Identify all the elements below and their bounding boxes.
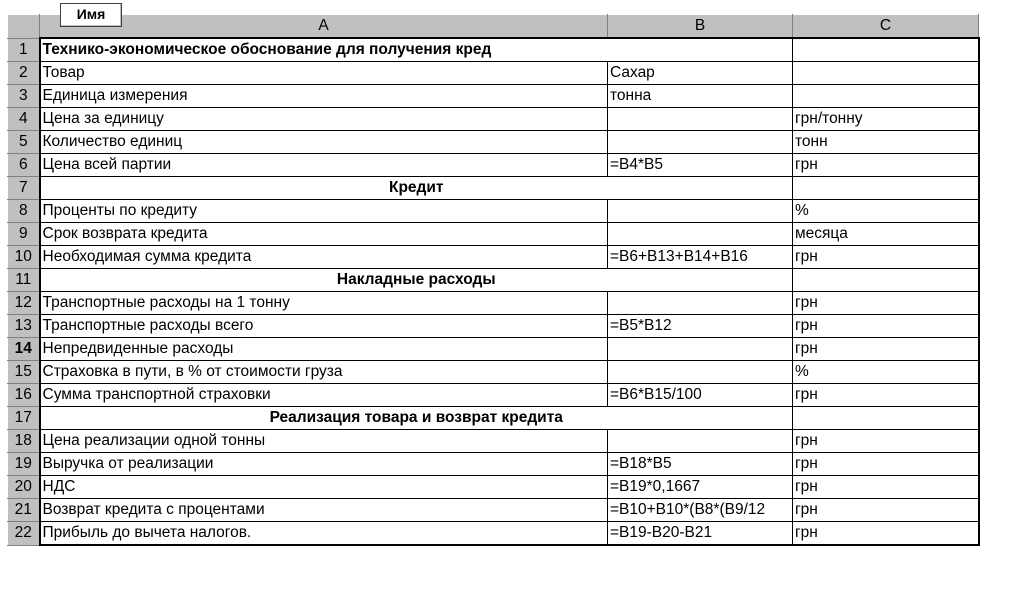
table-row xyxy=(8,338,979,361)
cell-b[interactable]: =B6+B13+B14+B16 xyxy=(608,246,793,269)
cell-c[interactable]: грн xyxy=(793,476,979,499)
table-row xyxy=(8,361,979,384)
table-row xyxy=(8,108,979,131)
cell-a[interactable]: Необходимая сумма кредита xyxy=(40,246,608,269)
cell-a[interactable]: Прибыль до вычета налогов. xyxy=(40,522,608,546)
table-row xyxy=(8,430,979,453)
cell-a[interactable]: Транспортные расходы на 1 тонну xyxy=(40,292,608,315)
cell-a[interactable]: Срок возврата кредита xyxy=(40,223,608,246)
table-row xyxy=(8,62,979,85)
cell-b[interactable] xyxy=(608,108,793,131)
cell-a[interactable]: Проценты по кредиту xyxy=(40,200,608,223)
table-row xyxy=(8,200,979,223)
cell-c[interactable]: грн xyxy=(793,338,979,361)
table-row xyxy=(8,177,979,200)
table-row xyxy=(8,154,979,177)
cell-b[interactable]: =B5*B12 xyxy=(608,315,793,338)
cell-b[interactable] xyxy=(608,292,793,315)
cell-a[interactable]: Единица измерения xyxy=(40,85,608,108)
row-header[interactable]: 19 xyxy=(8,453,40,476)
cell-a[interactable]: Страховка в пути, в % от стоимости груза xyxy=(40,361,608,384)
table-row xyxy=(8,38,979,62)
table-row xyxy=(8,315,979,338)
cell-b[interactable]: =B4*B5 xyxy=(608,154,793,177)
cell-a[interactable]: НДС xyxy=(40,476,608,499)
table-row xyxy=(8,269,979,292)
row-header[interactable]: 3 xyxy=(8,85,40,108)
cell-c[interactable]: грн xyxy=(793,154,979,177)
cell-b[interactable]: =B19*0,1667 xyxy=(608,476,793,499)
row-header[interactable]: 17 xyxy=(8,407,40,430)
cell-a[interactable]: Товар xyxy=(40,62,608,85)
column-header-c[interactable]: C xyxy=(793,15,979,39)
name-box[interactable]: Имя xyxy=(60,3,122,27)
row-header[interactable]: 14 xyxy=(8,338,40,361)
cell-b[interactable] xyxy=(608,200,793,223)
table-row xyxy=(8,292,979,315)
cell-a[interactable]: Цена реализации одной тонны xyxy=(40,430,608,453)
cell-c[interactable]: % xyxy=(793,361,979,384)
cell-b[interactable]: Сахар xyxy=(608,62,793,85)
row-header[interactable]: 21 xyxy=(8,499,40,522)
cell-c[interactable] xyxy=(793,38,979,62)
cell-c[interactable]: грн xyxy=(793,430,979,453)
table-row xyxy=(8,384,979,407)
row-header[interactable]: 5 xyxy=(8,131,40,154)
row-header[interactable]: 1 xyxy=(8,38,40,62)
table-row xyxy=(8,453,979,476)
row-header[interactable]: 10 xyxy=(8,246,40,269)
cell-a[interactable]: Выручка от реализации xyxy=(40,453,608,476)
cell-b[interactable] xyxy=(608,131,793,154)
cell-a[interactable]: Транспортные расходы всего xyxy=(40,315,608,338)
table-row xyxy=(8,522,979,546)
row-header[interactable]: 22 xyxy=(8,522,40,546)
cell-c[interactable] xyxy=(793,62,979,85)
grid-body xyxy=(8,38,979,545)
cell-c[interactable]: грн xyxy=(793,384,979,407)
cell-a[interactable]: Возврат кредита с процентами xyxy=(40,499,608,522)
cell-c[interactable] xyxy=(793,177,979,200)
cell-b[interactable] xyxy=(608,361,793,384)
cell-b[interactable] xyxy=(608,223,793,246)
row-header[interactable]: 2 xyxy=(8,62,40,85)
row-header[interactable]: 18 xyxy=(8,430,40,453)
cell-b[interactable]: =B6*B15/100 xyxy=(608,384,793,407)
column-header-b[interactable]: B xyxy=(608,15,793,39)
cell-c[interactable] xyxy=(793,407,979,430)
row-header[interactable]: 15 xyxy=(8,361,40,384)
row-header[interactable]: 9 xyxy=(8,223,40,246)
cell-c[interactable]: тонн xyxy=(793,131,979,154)
table-row xyxy=(8,223,979,246)
cell-c[interactable]: грн/тонну xyxy=(793,108,979,131)
cell-c[interactable]: грн xyxy=(793,246,979,269)
row-header[interactable]: 12 xyxy=(8,292,40,315)
cell-b[interactable]: =B19-B20-B21 xyxy=(608,522,793,546)
section-header-cell[interactable]: Реализация товара и возврат кредита xyxy=(40,407,793,430)
cell-c[interactable]: грн xyxy=(793,292,979,315)
column-header-a[interactable]: A xyxy=(40,15,608,39)
cell-c[interactable]: месяца xyxy=(793,223,979,246)
row-header[interactable]: 8 xyxy=(8,200,40,223)
table-row xyxy=(8,476,979,499)
cell-a[interactable]: Цена всей партии xyxy=(40,154,608,177)
cell-c[interactable]: % xyxy=(793,200,979,223)
cell-a[interactable]: Количество единиц xyxy=(40,131,608,154)
cell-c[interactable]: грн xyxy=(793,522,979,546)
section-header-cell[interactable]: Кредит xyxy=(40,177,793,200)
cell-c[interactable]: грн xyxy=(793,499,979,522)
table-row xyxy=(8,499,979,522)
table-row xyxy=(8,246,979,269)
column-header-row xyxy=(8,15,979,39)
row-header[interactable]: 7 xyxy=(8,177,40,200)
cell-b[interactable] xyxy=(608,430,793,453)
spreadsheet-grid xyxy=(7,6,980,546)
select-all-corner[interactable] xyxy=(8,6,106,39)
cell-b[interactable]: тонна xyxy=(608,85,793,108)
cell-c[interactable] xyxy=(793,85,979,108)
cell-c[interactable] xyxy=(793,269,979,292)
cell-a[interactable]: Сумма транспортной страховки xyxy=(40,384,608,407)
table-row xyxy=(8,407,979,430)
cell-b[interactable]: =B18*B5 xyxy=(608,453,793,476)
cell-b[interactable] xyxy=(608,338,793,361)
cell-a[interactable]: Непредвиденные расходы xyxy=(40,338,608,361)
row-header[interactable]: 16 xyxy=(8,384,40,407)
table-row xyxy=(8,131,979,154)
sheet-title-cell[interactable]: Технико-экономическое обоснование для получения кред xyxy=(40,38,793,62)
cell-c[interactable]: грн xyxy=(793,315,979,338)
section-header-cell[interactable]: Накладные расходы xyxy=(40,269,793,292)
table-row xyxy=(8,85,979,108)
cell-a[interactable]: Цена за единицу xyxy=(40,108,608,131)
row-header[interactable]: 13 xyxy=(8,315,40,338)
row-header[interactable]: 4 xyxy=(8,108,40,131)
row-header[interactable]: 6 xyxy=(8,154,40,177)
cell-b[interactable]: =B10+B10*(B8*(B9/12 xyxy=(608,499,793,522)
cell-c[interactable]: грн xyxy=(793,453,979,476)
row-header[interactable]: 11 xyxy=(8,269,40,292)
row-header[interactable]: 20 xyxy=(8,476,40,499)
